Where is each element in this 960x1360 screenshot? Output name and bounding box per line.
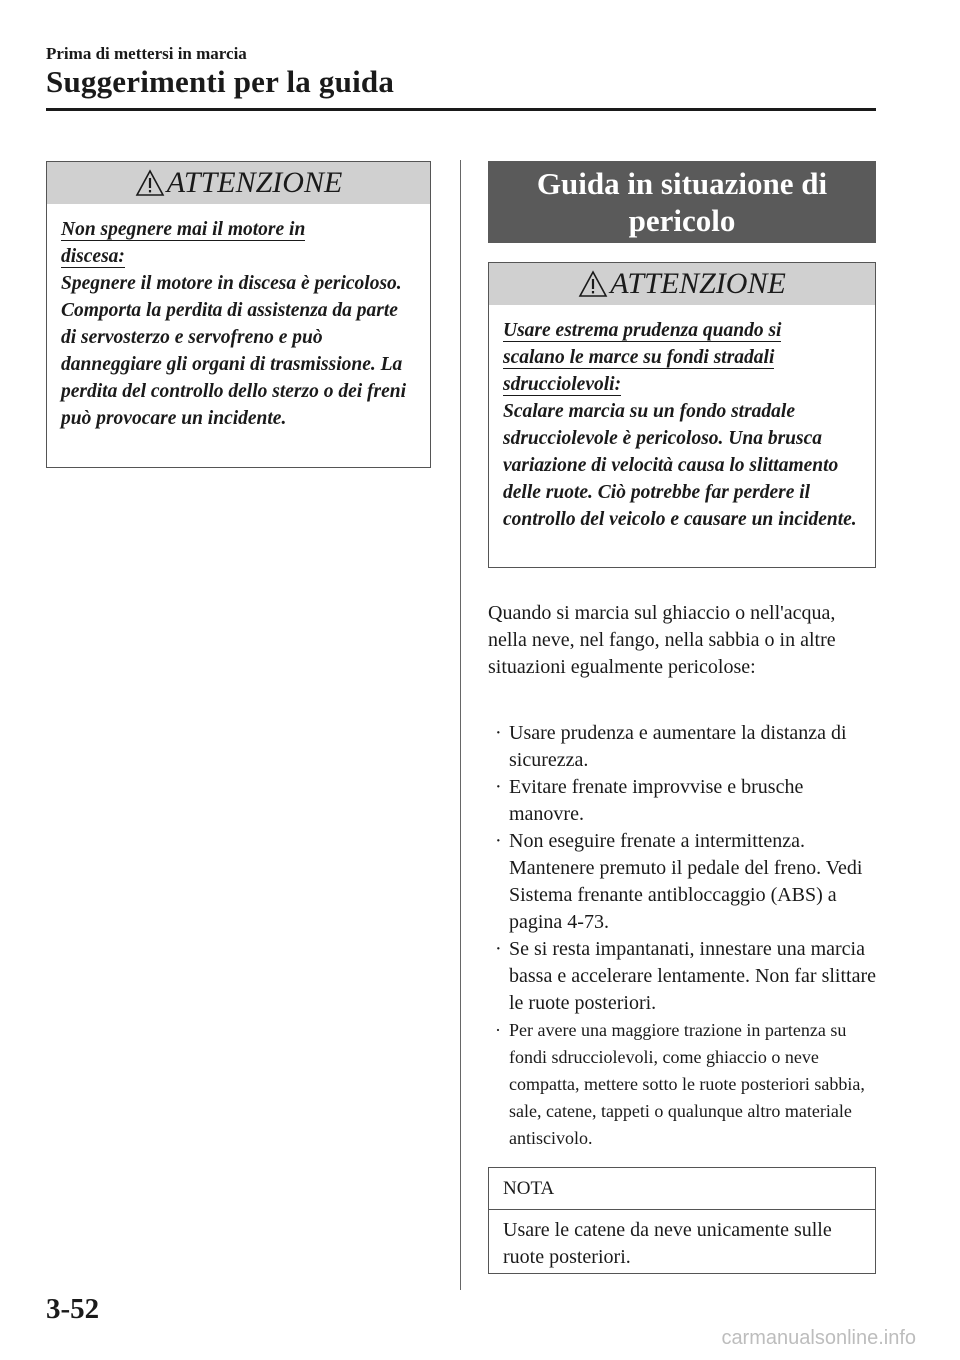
- list-item: · Usare prudenza e aumentare la distanza di sicurezza.: [495, 722, 847, 771]
- warning-header: [47, 162, 430, 204]
- bullet-list: [488, 720, 878, 1152]
- note-heading: NOTA: [489, 1168, 875, 1210]
- warning-text: Scalare marcia su un fondo stradale sdrucciolevole è pericoloso. Una brusca variazione di velocità causa lo slittamento delle ruote. Ciò potrebbe far perdere il controllo del veicolo e causare un incidente.: [503, 401, 857, 530]
- warning-body: [489, 305, 875, 533]
- list-item: · Per avere una maggiore trazione in partenza su fondi sdrucciolevoli, come ghiaccio o neve compatta, mettere sotto le ruote posteriori sabbia, sale, catene, tappeti o qualunque altro materiale antiscivolo.: [488, 1017, 878, 1152]
- warning-subheading-line3: sdrucciolevoli:: [503, 374, 622, 395]
- warning-body: [47, 204, 430, 432]
- bullet-dot: ·: [495, 722, 502, 744]
- list-item: · Non eseguire frenate a intermittenza. Mantenere premuto il pedale del freno. Vedi Sistema frenante antibloccaggio (ABS) a pagina 4-73.: [495, 830, 863, 933]
- list-item: · Evitare frenate improvvise e brusche manovre.: [495, 776, 804, 825]
- warning-subheading-line1: Non spegnere mai il motore in: [61, 219, 306, 240]
- warning-triangle-icon: [135, 169, 165, 197]
- warning-triangle-icon: [578, 270, 608, 298]
- warning-subheading-line2: discesa:: [61, 246, 125, 267]
- intro-paragraph: Quando si marcia sul ghiaccio o nell'acqua, nella neve, nel fango, nella sabbia o in altre situazioni egualmente pericolose:: [488, 602, 836, 678]
- warning-header: [489, 263, 875, 305]
- column-divider: [460, 160, 461, 1290]
- warning-subheading-line1: Usare estrema prudenza quando si: [503, 320, 782, 341]
- section-banner: [488, 161, 876, 243]
- bullet-dot: ·: [495, 830, 502, 852]
- warning-box-downshift: [488, 262, 876, 568]
- banner-line1: Guida in situazione di: [536, 166, 828, 201]
- section-label: Prima di mettersi in marcia: [46, 44, 247, 63]
- banner-line2: pericolo: [628, 203, 736, 238]
- title-rule: [46, 108, 876, 111]
- page-title: Suggerimenti per la guida: [46, 64, 395, 99]
- warning-subheading-line2: scalano le marce su fondi stradali: [503, 347, 775, 368]
- bullet-dot: ·: [495, 1020, 501, 1040]
- note-text: Usare le catene da neve unicamente sulle ruote posteriori.: [503, 1219, 832, 1268]
- watermark: carmanualsonline.info: [721, 1327, 916, 1349]
- bullet-dot: ·: [495, 938, 502, 960]
- warning-box-engine-off: [46, 161, 431, 468]
- note-box: [488, 1167, 876, 1274]
- warning-heading: ATTENZIONE: [610, 267, 786, 300]
- warning-heading: ATTENZIONE: [166, 166, 343, 199]
- page-number: 3-52: [46, 1293, 100, 1325]
- warning-text: Spegnere il motore in discesa è pericoloso. Comporta la perdita di assistenza da parte di servosterzo e servofreno e può danneggiare gli organi di trasmissione. La perdita del controllo dello sterzo o dei freni può provocare un incidente.: [61, 273, 407, 429]
- bullet-dot: ·: [495, 776, 502, 798]
- list-item: · Se si resta impantanati, innestare una marcia bassa e accelerare lentamente. Non far slittare le ruote posteriori.: [495, 938, 877, 1014]
